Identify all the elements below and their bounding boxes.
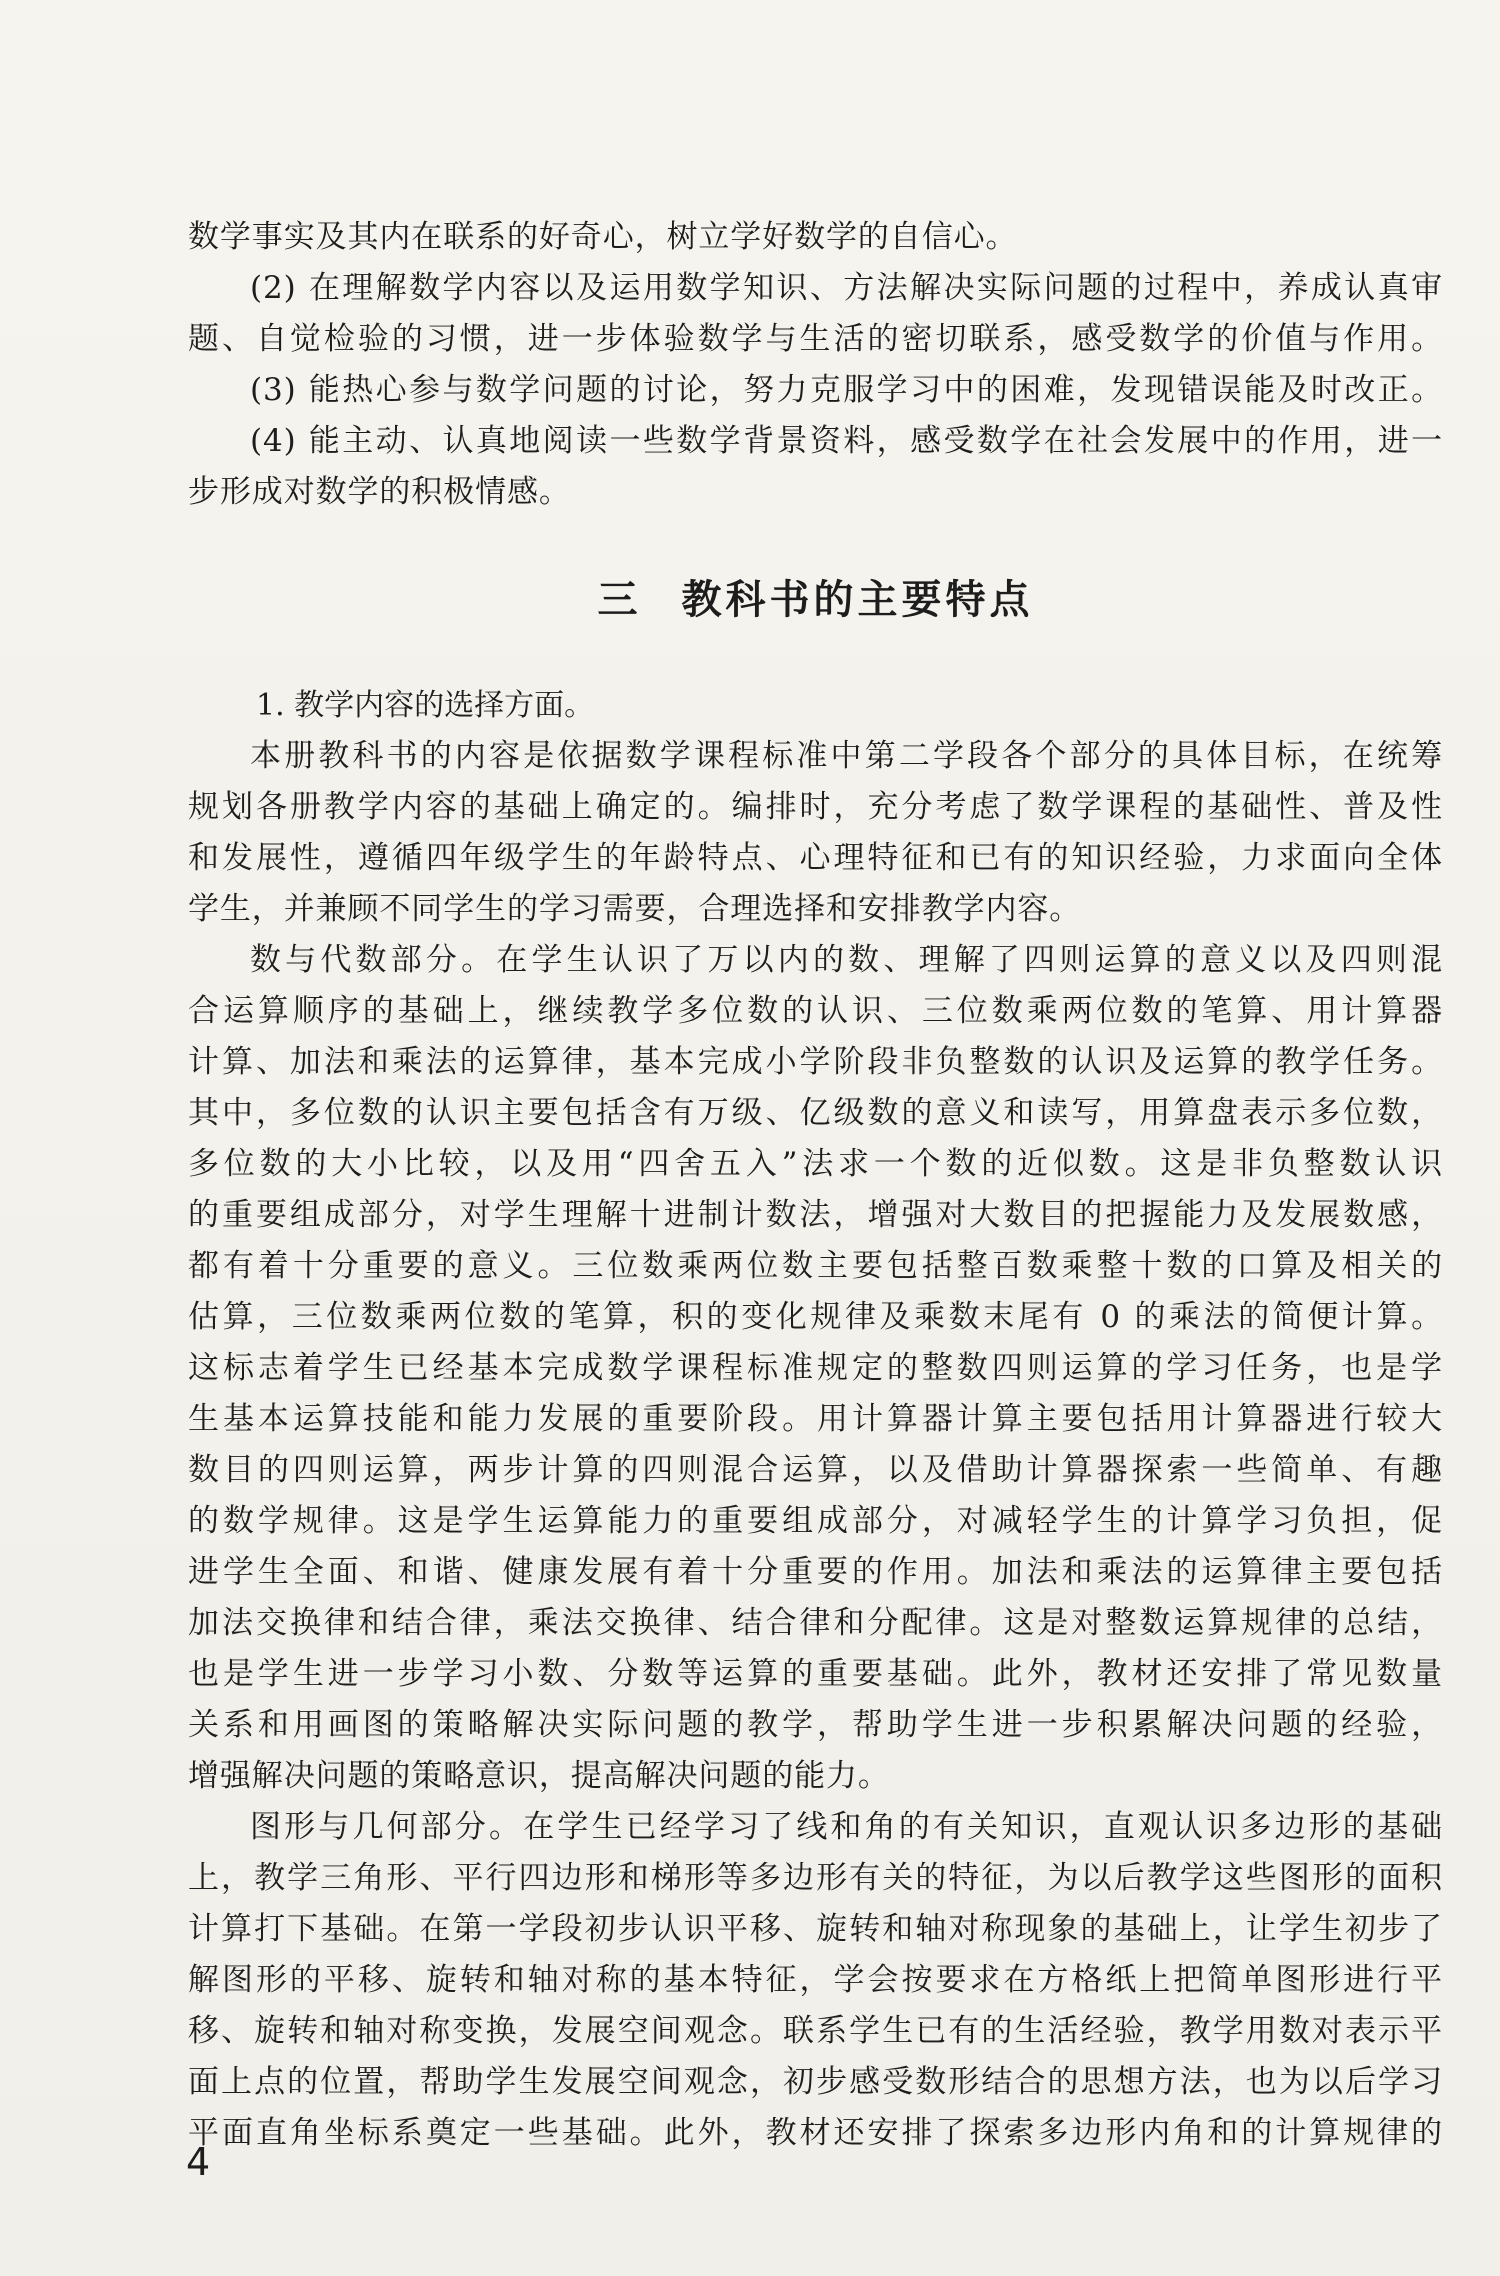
text-line: 上，教学三角形、平行四边形和梯形等多边形有关的特征，为以后教学这些图形的面积 [188,1860,1443,1896]
text-line: (3) 能热心参与数学问题的讨论，努力克服学习中的困难，发现错误能及时改正。 [250,372,1443,408]
text-line: 加法交换律和结合律，乘法交换律、结合律和分配律。这是对整数运算规律的总结， [188,1605,1443,1641]
text-line: 也是学生进一步学习小数、分数等运算的重要基础。此外，教材还安排了常见数量 [188,1656,1443,1692]
text-line: 数与代数部分。在学生认识了万以内的数、理解了四则运算的意义以及四则混 [250,942,1443,978]
paragraph-goal-4 [188,416,1443,518]
text-line: 这标志着学生已经基本完成数学课程标准规定的整数四则运算的学习任务，也是学 [188,1350,1443,1386]
text-line: 图形与几何部分。在学生已经学习了线和角的有关知识，直观认识多边形的基础 [250,1809,1443,1845]
text-line: 题、自觉检验的习惯，进一步体验数学与生活的密切联系，感受数学的价值与作用。 [188,321,1443,357]
paragraph-numbers-algebra [188,935,1443,1802]
section-heading [188,570,1443,630]
text-line: 数目的四则运算，两步计算的四则混合运算，以及借助计算器探索一些简单、有趣 [188,1452,1443,1488]
page-number: 4 [186,2140,211,2184]
text-line: 面上点的位置，帮助学生发展空间观念，初步感受数形结合的思想方法，也为以后学习 [188,2064,1443,2100]
paragraph-goal-3 [188,365,1443,416]
text-line: 的数学规律。这是学生运算能力的重要组成部分，对减轻学生的计算学习负担，促 [188,1503,1443,1539]
page-content [188,212,1443,2159]
section-number: 三 [597,576,642,623]
text-line: 估算，三位数乘两位数的笔算，积的变化规律及乘数末尾有 0 的乘法的简便计算。 [188,1299,1443,1335]
text-line: 计算、加法和乘法的运算律，基本完成小学阶段非负整数的认识及运算的教学任务。 [188,1044,1443,1080]
text-line: 步形成对数学的积极情感。 [188,474,571,510]
text-line: 生基本运算技能和能力发展的重要阶段。用计算器计算主要包括用计算器进行较大 [188,1401,1443,1437]
section-title: 教科书的主要特点 [681,576,1034,623]
paragraph-goal-1-end [188,212,1443,263]
text-line: 的重要组成部分，对学生理解十进制计数法，增强对大数目的把握能力及发展数感， [188,1197,1443,1233]
text-line: 计算打下基础。在第一学段初步认识平移、旋转和轴对称现象的基础上，让学生初步了 [188,1911,1443,1947]
text-line: 增强解决问题的策略意识，提高解决问题的能力。 [188,1758,890,1794]
text-line: 学生，并兼顾不同学生的学习需要，合理选择和安排教学内容。 [188,891,1082,927]
text-line: 都有着十分重要的意义。三位数乘两位数主要包括整百数乘整十数的口算及相关的 [188,1248,1443,1284]
paragraph-goal-2 [188,263,1443,365]
text-line: (4) 能主动、认真地阅读一些数学背景资料，感受数学在社会发展中的作用，进一 [250,423,1443,459]
text-line: 合运算顺序的基础上，继续教学多位数的认识、三位数乘两位数的笔算、用计算器 [188,993,1443,1029]
paragraph-content-selection [188,731,1443,935]
text-line: 解图形的平移、旋转和轴对称的基本特征，学会按要求在方格纸上把简单图形进行平 [188,1962,1443,1998]
text-line: 多位数的大小比较，以及用“四舍五入”法求一个数的近似数。这是非负整数认识 [188,1146,1443,1182]
subheading: 1. 教学内容的选择方面。 [256,688,595,723]
text-line: (2) 在理解数学内容以及运用数学知识、方法解决实际问题的过程中，养成认真审 [250,270,1443,306]
text-line: 进学生全面、和谐、健康发展有着十分重要的作用。加法和乘法的运算律主要包括 [188,1554,1443,1590]
text-line: 平面直角坐标系奠定一些基础。此外，教材还安排了探索多边形内角和的计算规律的 [188,2115,1443,2151]
text-line: 本册教科书的内容是依据数学课程标准中第二学段各个部分的具体目标，在统筹 [250,738,1443,774]
text-line: 其中，多位数的认识主要包括含有万级、亿级数的意义和读写，用算盘表示多位数， [188,1095,1443,1131]
text-line: 和发展性，遵循四年级学生的年龄特点、心理特征和已有的知识经验，力求面向全体 [188,840,1443,876]
text-line: 规划各册教学内容的基础上确定的。编排时，充分考虑了数学课程的基础性、普及性 [188,789,1443,825]
text-line: 移、旋转和轴对称变换，发展空间观念。联系学生已有的生活经验，教学用数对表示平 [188,2013,1443,2049]
paragraph-geometry [188,1802,1443,2159]
text-line: 关系和用画图的策略解决实际问题的教学，帮助学生进一步积累解决问题的经验， [188,1707,1443,1743]
text-line: 数学事实及其内在联系的好奇心，树立学好数学的自信心。 [188,219,1018,255]
